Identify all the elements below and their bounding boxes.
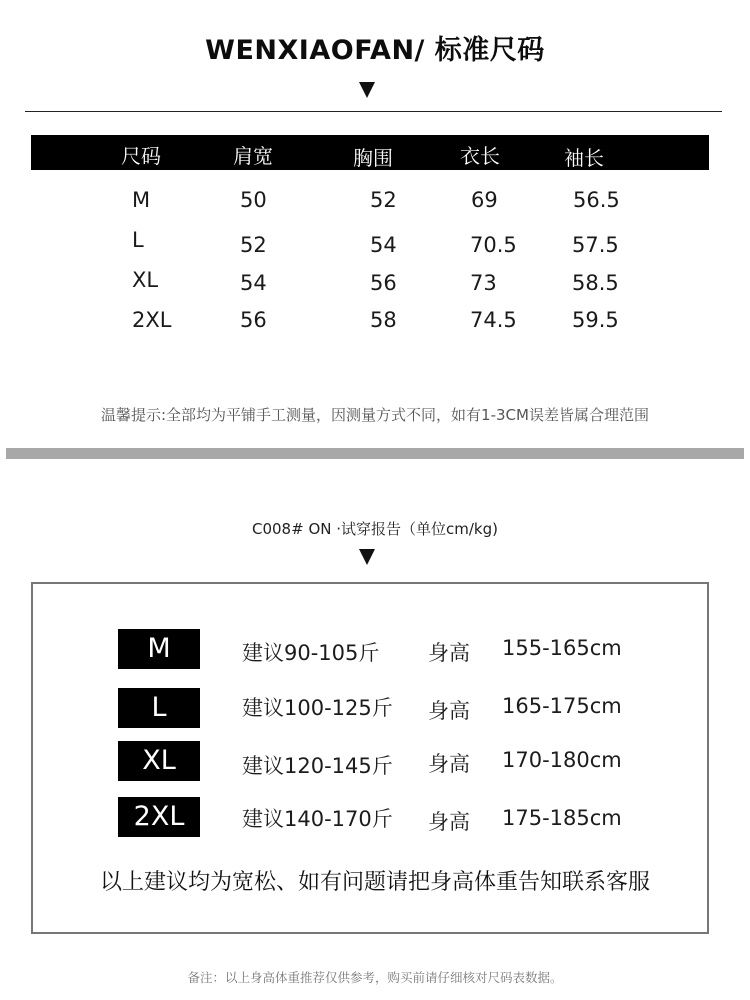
size-tag: 2XL — [118, 797, 200, 837]
sleeve-cell: 56.5 — [573, 188, 620, 212]
height-range: 170-180cm — [502, 748, 622, 772]
size-cell: L — [132, 228, 144, 252]
header-shoulder: 肩宽 — [233, 144, 273, 168]
sleeve-cell: 57.5 — [572, 233, 619, 257]
length-cell: 70.5 — [470, 233, 517, 257]
size-cell: 2XL — [132, 308, 172, 332]
size-tag: L — [118, 688, 200, 728]
closing-note: 以上建议均为宽松、如有问题请把身高体重告知联系客服 — [99, 870, 650, 895]
page-title: WENXIAOFAN/ 标准尺码 — [205, 35, 545, 66]
height-label: 身高 — [428, 641, 470, 665]
height-range: 155-165cm — [502, 636, 622, 660]
chest-cell: 52 — [370, 188, 397, 212]
chest-cell: 54 — [370, 233, 397, 257]
height-range: 175-185cm — [502, 806, 622, 830]
divider — [25, 111, 722, 112]
shoulder-cell: 54 — [240, 271, 267, 295]
height-label: 身高 — [428, 810, 470, 834]
header-sleeve: 袖长 — [564, 146, 604, 170]
sleeve-cell: 59.5 — [572, 308, 619, 332]
try-on-subtitle: C008# ON ·试穿报告（单位cm/kg) — [252, 520, 498, 538]
weight-recommendation: 建议120-145斤 — [242, 754, 393, 778]
weight-recommendation: 建议140-170斤 — [242, 807, 393, 831]
weight-recommendation: 建议90-105斤 — [242, 641, 380, 665]
size-cell: XL — [132, 268, 159, 292]
shoulder-cell: 52 — [240, 233, 267, 257]
length-cell: 74.5 — [470, 308, 517, 332]
size-cell: M — [132, 188, 151, 212]
size-tag: XL — [118, 741, 200, 781]
down-triangle-icon — [359, 549, 375, 565]
chest-cell: 56 — [370, 271, 397, 295]
down-triangle-icon — [359, 82, 375, 98]
height-label: 身高 — [428, 752, 470, 776]
weight-recommendation: 建议100-125斤 — [242, 696, 393, 720]
size-tag: M — [118, 629, 200, 669]
measurement-note: 温馨提示:全部均为平铺手工测量，因测量方式不同，如有1-3CM误差皆属合理范围 — [101, 406, 649, 424]
header-length: 衣长 — [460, 144, 500, 168]
shoulder-cell: 50 — [240, 188, 267, 212]
header-size: 尺码 — [121, 144, 161, 168]
chest-cell: 58 — [370, 308, 397, 332]
header-chest: 胸围 — [353, 146, 393, 170]
length-cell: 73 — [470, 271, 497, 295]
height-range: 165-175cm — [502, 694, 622, 718]
height-label: 身高 — [428, 699, 470, 723]
shoulder-cell: 56 — [240, 308, 267, 332]
length-cell: 69 — [471, 188, 498, 212]
sleeve-cell: 58.5 — [572, 271, 619, 295]
footer-note: 备注：以上身高体重推荐仅供参考，购买前请仔细核对尺码表数据。 — [187, 970, 563, 985]
section-separator — [6, 448, 744, 459]
